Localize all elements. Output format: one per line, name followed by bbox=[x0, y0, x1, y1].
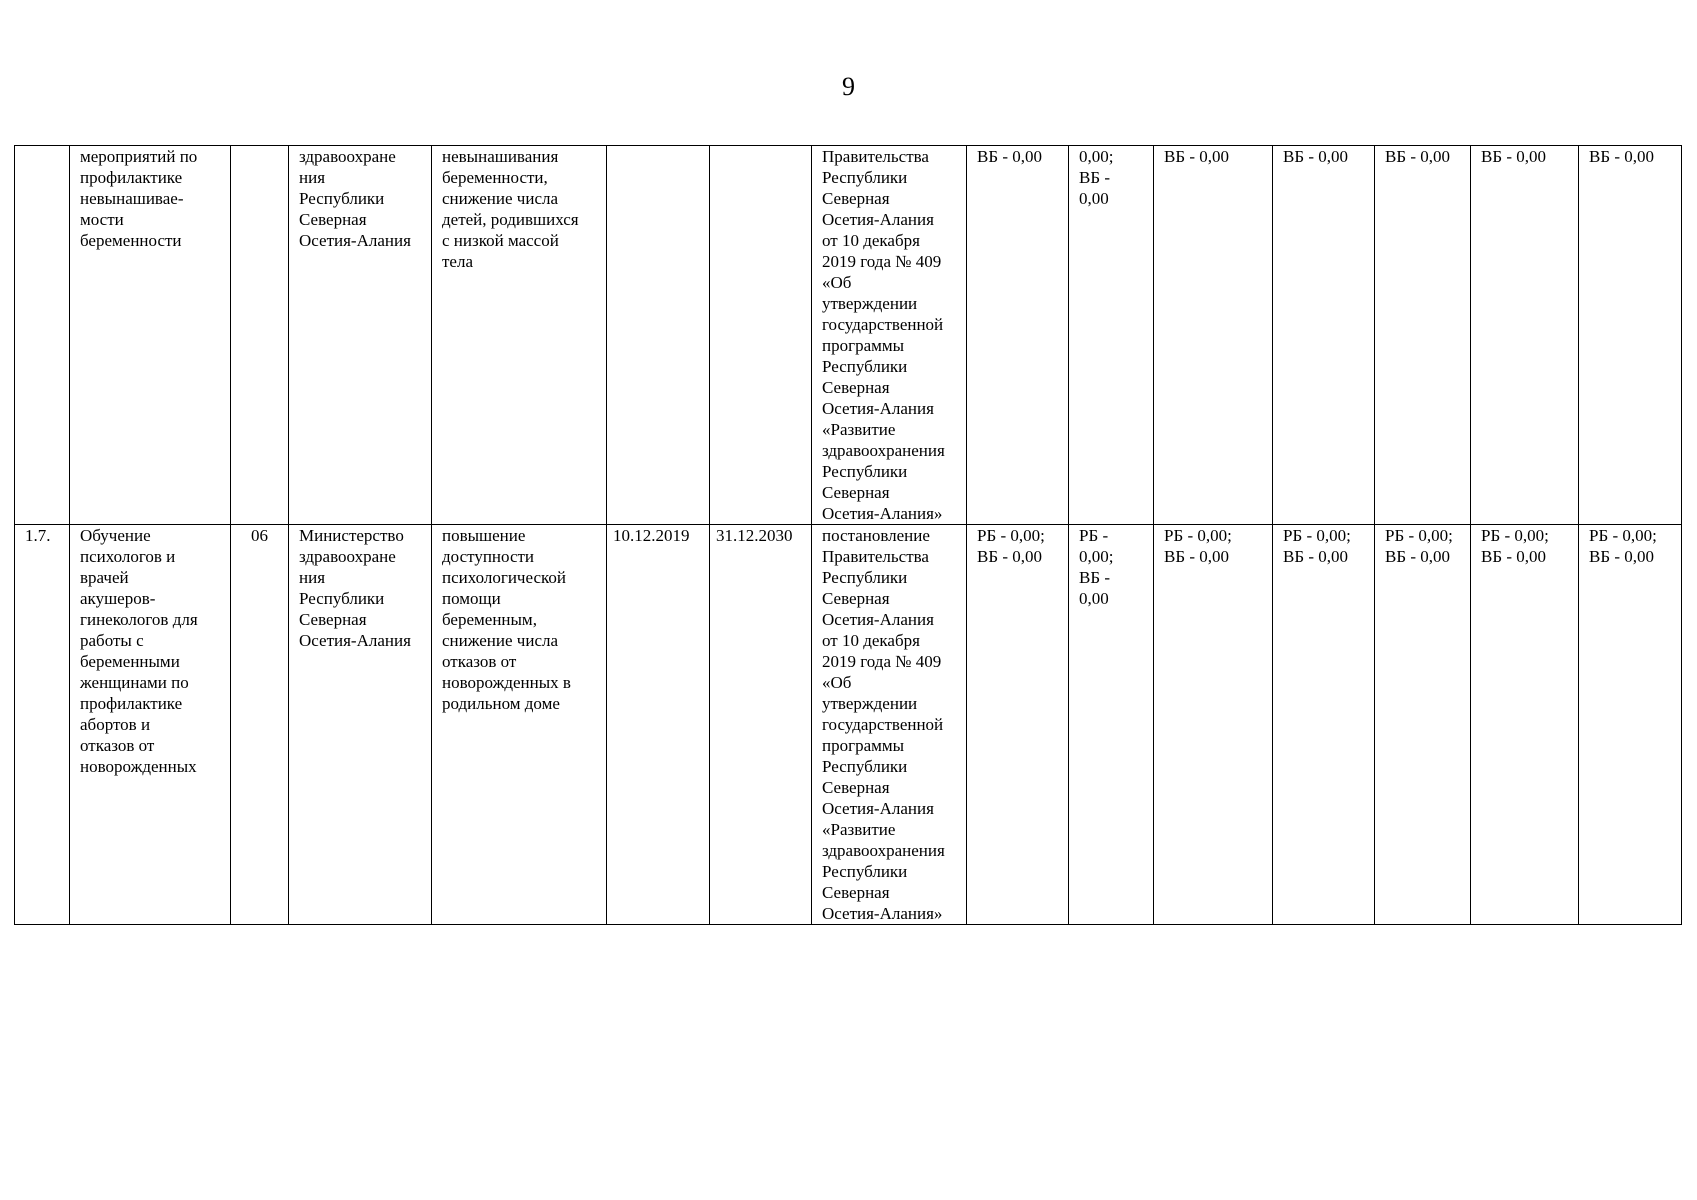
cell-funding-4: ВБ - 0,00 bbox=[1273, 146, 1375, 525]
cell-number: 1.7. bbox=[15, 525, 70, 925]
table-row bbox=[15, 525, 1682, 925]
cell-funding-4: РБ - 0,00; ВБ - 0,00 bbox=[1273, 525, 1375, 925]
cell-measure-name: Обучение психологов и врачей акушеров- гинекологов для работы с беременными женщинами по профилактике абортов и отказов от новорожденных bbox=[70, 525, 231, 925]
cell-legal-basis: постановление Правительства Республики Северная Осетия-Алания от 10 декабря 2019 года № 409 «Об утверждении государственной программы Республики Северная Осетия-Алания «Развитие здравоохранения Республики Северная Осетия-Алания» bbox=[812, 525, 967, 925]
cell-funding-6: РБ - 0,00; ВБ - 0,00 bbox=[1471, 525, 1579, 925]
cell-code bbox=[231, 146, 289, 525]
cell-end-date bbox=[710, 146, 812, 525]
cell-expected-result: повышение доступности психологической помощи беременным, снижение числа отказов от новорожденных в родильном доме bbox=[432, 525, 607, 925]
cell-funding-2: РБ - 0,00; ВБ - 0,00 bbox=[1069, 525, 1154, 925]
table-row bbox=[15, 146, 1682, 525]
cell-code: 06 bbox=[231, 525, 289, 925]
cell-start-date: 10.12.2019 bbox=[607, 525, 710, 925]
cell-funding-5: РБ - 0,00; ВБ - 0,00 bbox=[1375, 525, 1471, 925]
cell-legal-basis: Правительства Республики Северная Осетия-Алания от 10 декабря 2019 года № 409 «Об утверждении государственной программы Республики Северная Осетия-Алания «Развитие здравоохранения Республики Северная Осетия-Алания» bbox=[812, 146, 967, 525]
cell-executor: Министерство здравоохране ния Республики Северная Осетия-Алания bbox=[289, 525, 432, 925]
cell-measure-name: мероприятий по профилактике невынашивае- мости беременности bbox=[70, 146, 231, 525]
page-number: 9 bbox=[842, 72, 855, 101]
cell-funding-7: РБ - 0,00; ВБ - 0,00 bbox=[1579, 525, 1682, 925]
cell-end-date: 31.12.2030 bbox=[710, 525, 812, 925]
cell-funding-5: ВБ - 0,00 bbox=[1375, 146, 1471, 525]
measures-table bbox=[14, 145, 1682, 925]
cell-funding-2: 0,00; ВБ - 0,00 bbox=[1069, 146, 1154, 525]
cell-funding-3: РБ - 0,00; ВБ - 0,00 bbox=[1154, 525, 1273, 925]
cell-funding-6: ВБ - 0,00 bbox=[1471, 146, 1579, 525]
cell-expected-result: невынашивания беременности, снижение числа детей, родившихся с низкой массой тела bbox=[432, 146, 607, 525]
cell-start-date bbox=[607, 146, 710, 525]
cell-funding-7: ВБ - 0,00 bbox=[1579, 146, 1682, 525]
cell-funding-1: ВБ - 0,00 bbox=[967, 146, 1069, 525]
cell-number bbox=[15, 146, 70, 525]
cell-funding-1: РБ - 0,00; ВБ - 0,00 bbox=[967, 525, 1069, 925]
cell-funding-3: ВБ - 0,00 bbox=[1154, 146, 1273, 525]
cell-executor: здравоохране ния Республики Северная Осетия-Алания bbox=[289, 146, 432, 525]
